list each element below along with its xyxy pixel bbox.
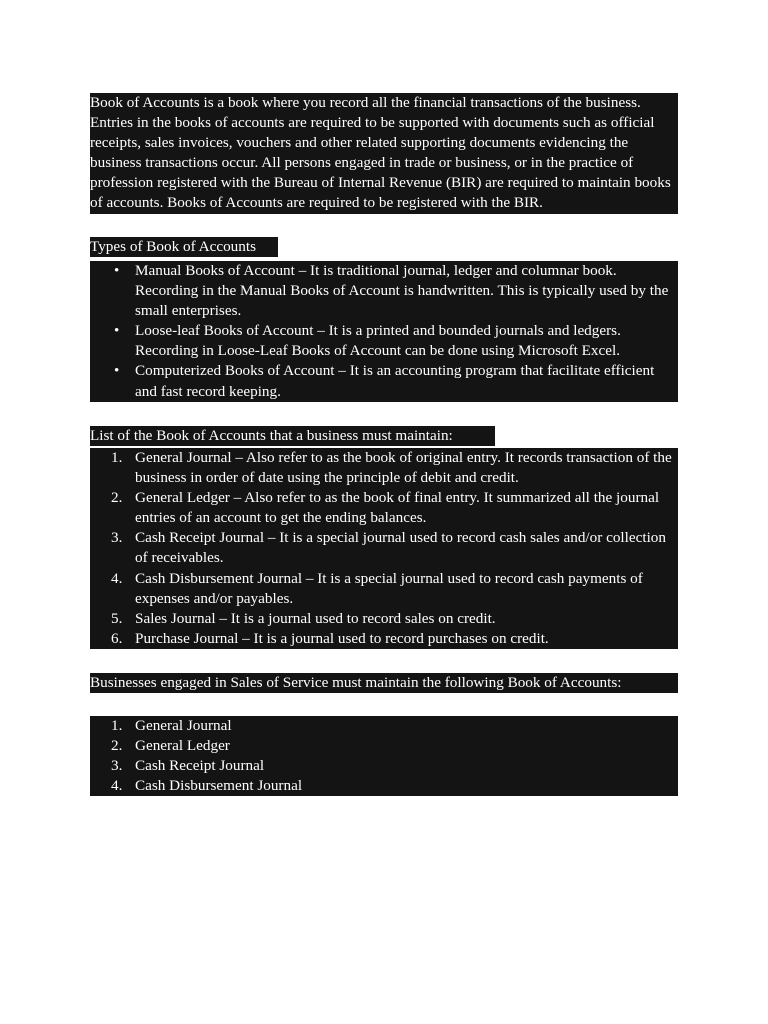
list-item-text: Cash Disbursement Journal – It is a special journal used to record cash payments of expenses and/or payables. — [135, 569, 643, 607]
service-books-list — [90, 716, 678, 796]
books-list — [90, 448, 678, 649]
list-item — [90, 716, 678, 736]
list-number: 4. — [111, 777, 123, 795]
bullet-icon: • — [114, 362, 120, 380]
service-heading — [90, 673, 678, 693]
list-item-text: Sales Journal – It is a journal used to record sales on credit. — [135, 609, 496, 627]
intro-text: Book of Accounts is a book where you record all the financial transactions of the business. Entries in the books of accounts are required to be supported with documents such as official receipts, sales invoices, vouchers and other related supporting documents evidencing the business transactions occur. All persons engaged in trade or business, or in the practice of profession registered with the Bureau of Internal Revenue (BIR) are required to maintain books of accounts. Books of Accounts are required to be registered with the BIR. — [90, 94, 671, 212]
list-item-text: Purchase Journal – It is a journal used to record purchases on credit. — [135, 629, 549, 647]
list-item — [90, 321, 678, 361]
list-item — [90, 629, 678, 649]
list-item — [90, 569, 678, 609]
list-item — [90, 361, 678, 401]
intro-paragraph — [90, 93, 678, 214]
list-item — [90, 528, 678, 568]
list-item — [90, 736, 678, 756]
types-heading — [90, 237, 278, 257]
list-number: 6. — [111, 629, 123, 647]
list-item — [90, 448, 678, 488]
types-heading-text: Types of Book of Accounts — [90, 238, 256, 255]
list-number: 3. — [111, 757, 123, 775]
list-item-text: Cash Receipt Journal — [135, 757, 265, 775]
list-heading-text: List of the Book of Accounts that a business must maintain: — [90, 427, 453, 444]
list-item-text: Manual Books of Account – It is traditional journal, ledger and columnar book. Recording in the Manual Books of Account is handwritten. This is typically used by the small enterprises. — [135, 262, 669, 320]
list-item — [90, 261, 678, 321]
bullet-icon: • — [114, 322, 120, 340]
list-number: 5. — [111, 609, 123, 627]
list-number: 1. — [111, 717, 123, 734]
list-item — [90, 488, 678, 528]
list-item-text: Cash Disbursement Journal — [135, 777, 303, 795]
list-number: 2. — [111, 737, 123, 755]
bullet-icon: • — [114, 262, 120, 279]
list-item-text: Computerized Books of Account – It is an accounting program that facilitate efficient and fast record keeping. — [135, 362, 655, 400]
list-number: 1. — [111, 449, 123, 466]
list-item — [90, 756, 678, 776]
list-heading — [90, 426, 495, 446]
types-list — [90, 261, 678, 402]
list-item — [90, 776, 678, 796]
list-number: 4. — [111, 569, 123, 587]
list-item — [90, 609, 678, 629]
list-number: 3. — [111, 529, 123, 547]
list-item-text: Loose-leaf Books of Account – It is a printed and bounded journals and ledgers. Recording in Loose-Leaf Books of Account can be done using Microsoft Excel. — [135, 322, 621, 360]
list-item-text: General Journal – Also refer to as the book of original entry. It records transaction of the business in order of date using the principle of debit and credit. — [135, 449, 672, 487]
list-item-text: General Journal — [135, 717, 232, 734]
list-item-text: General Ledger – Also refer to as the book of final entry. It summarized all the journal entries of an account to get the ending balances. — [135, 489, 660, 527]
service-heading-text: Businesses engaged in Sales of Service must maintain the following Book of Accounts: — [90, 674, 622, 691]
list-item-text: Cash Receipt Journal – It is a special journal used to record cash sales and/or collection of receivables. — [135, 529, 666, 567]
list-item-text: General Ledger — [135, 737, 230, 755]
list-number: 2. — [111, 489, 123, 507]
